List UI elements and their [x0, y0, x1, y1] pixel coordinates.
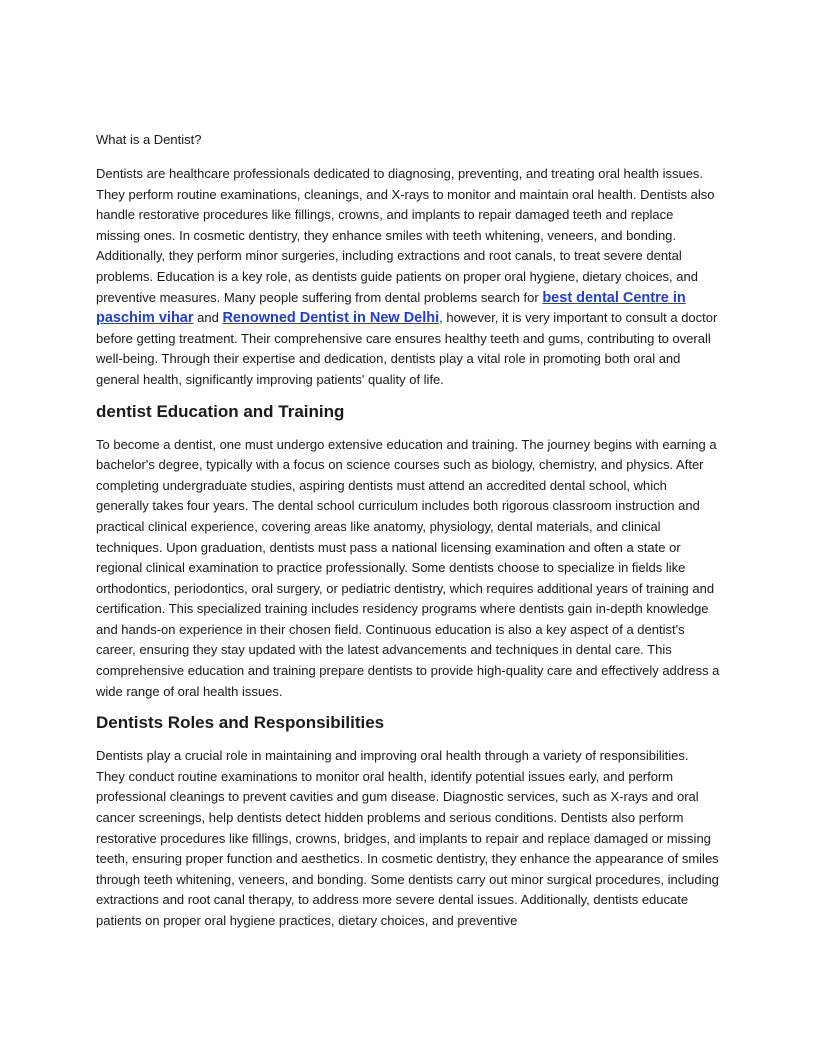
- intro-text-between: and: [193, 310, 223, 326]
- page-title: What is a Dentist?: [96, 132, 202, 147]
- section-heading-roles: Dentists Roles and Responsibilities: [96, 713, 385, 733]
- roles-paragraph: Dentists play a crucial role in maintaining and improving oral health through a variety of responsibilities. They conduct routine examinations to monitor oral health, identify potential issues early, and perform professional cleanings to prevent cavities and gum disease. Diagnostic services, such as X-rays and oral cancer screenings, help dentists detect hidden problems and serious conditions. Dentists also perform restorative procedures like fillings, crowns, bridges, and implants to repair and replace damaged or missing teeth, ensuring proper function and aesthetics. In cosmetic dentistry, they enhance the appearance of smiles through teeth whitening, veneers, and bonding. Some dentists carry out minor surgical procedures, including extractions and root canal therapy, to address more severe dental issues. Additionally, dentists educate patients on proper oral hygiene practices, dietary choices, and preventive: [96, 748, 719, 928]
- document-page: [96, 130, 720, 942]
- education-paragraph: To become a dentist, one must undergo extensive education and training. The journey begins with earning a bachelor's degree, typically with a focus on science courses such as biology, chemistry, and physics. After completing undergraduate studies, aspiring dentists must attend an accredited dental school, which generally takes four years. The dental school curriculum includes both rigorous classroom instruction and practical clinical experience, covering areas like anatomy, physiology, dental materials, and clinical techniques. Upon graduation, dentists must pass a national licensing examination and often a state or regional clinical examination to practice professionally. Some dentists choose to specialize in fields like orthodontics, periodontics, oral surgery, or pediatric dentistry, which requires additional years of training and certification. This specialized training includes residency programs where dentists gain in-depth knowledge and hands-on experience in their chosen field. Continuous education is also a key aspect of a dentist's career, ensuring they stay updated with the latest advancements and techniques in dental care. This comprehensive education and training prepare dentists to provide high-quality care and effectively address a wide range of oral health issues.: [96, 436, 720, 699]
- best-dental-centre-link[interactable]: best dental Centre in paschim vihar: [96, 289, 686, 327]
- intro-text-start: Dentists are healthcare professionals dedicated to diagnosing, preventing, and treating oral health issues. They perform routine examinations, cleanings, and X-rays to monitor and maintain oral health. Dentists also handle restorative procedures like fillings, crowns, and implants to repair damaged teeth and replace missing ones. In cosmetic dentistry, they enhance smiles with teeth whitening, veneers, and bonding. Additionally, they perform minor surgeries, including extractions and root canals, to treat severe dental problems. Education is a key role, as dentists guide patients on proper oral hygiene, dietary choices, and preventive measures. Many people suffering from dental problems search for: [96, 166, 715, 305]
- section-heading-education: dentist Education and Training: [96, 401, 345, 421]
- renowned-dentist-link[interactable]: Renowned Dentist in New Delhi: [222, 310, 440, 327]
- intro-text-end: , however, it is very important to consult a doctor before getting treatment. Their comprehensive care ensures healthy teeth and gums, contributing to overall well-being. Through their expertise and dedication, dentists play a vital role in promoting both oral and general health, significantly improving patients' quality of life.: [96, 310, 718, 387]
- intro-paragraph: [96, 164, 720, 391]
